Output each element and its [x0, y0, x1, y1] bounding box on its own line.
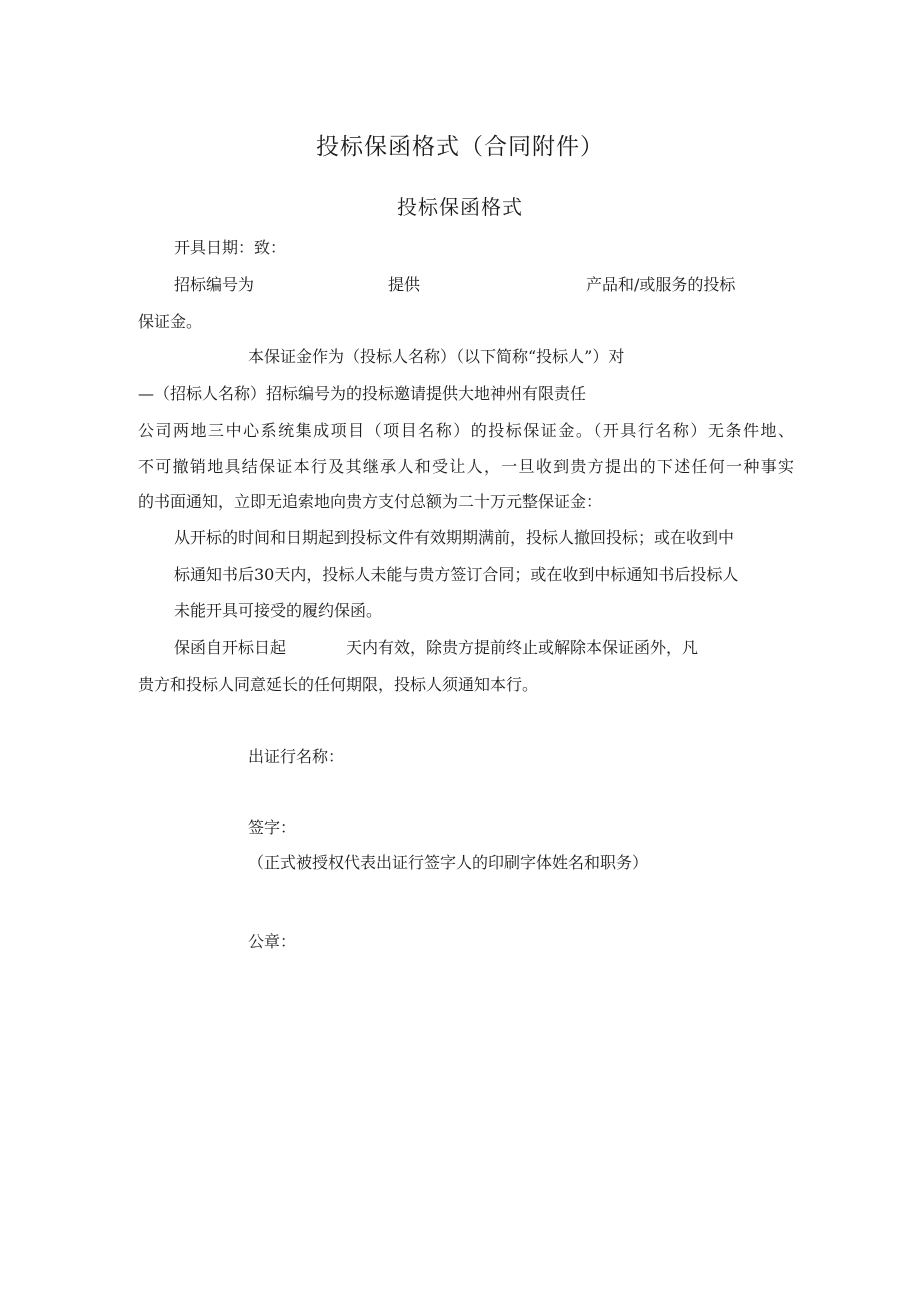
signature-note: （正式被授权代表出证行签字人的印刷字体姓名和职务）	[248, 853, 649, 872]
bank-name-label: 出证行名称：	[248, 747, 345, 766]
tender-number-label: 招标编号为	[174, 275, 255, 294]
body-line-1: 本保证金作为（投标人名称）（以下简称“投标人”）对	[248, 347, 625, 366]
body-line-2: —（招标人名称）招标编号为的投标邀请提供大地神州有限责任	[138, 384, 587, 403]
document-title: 投标保函格式（合同附件）	[316, 134, 604, 160]
signature-label: 签字：	[248, 818, 297, 837]
date-line: 开具日期：致：	[174, 238, 287, 257]
condition-line-3: 未能开具可接受的履约保函。	[174, 601, 383, 620]
body-line-4: 不可撤销地具结保证本行及其继承人和受让人，一旦收到贵方提出的下述任何一种事实	[138, 457, 794, 476]
condition-line-1: 从开标的时间和日期起到投标文件有效期期满前，投标人撤回投标；或在收到中	[174, 528, 735, 547]
body-line-5: 的书面通知，立即无追索地向贵方支付总额为二十万元整保证金：	[138, 492, 603, 511]
validity-line-2: 贵方和投标人同意延长的任何期限，投标人须通知本行。	[138, 675, 539, 694]
validity-clause: 天内有效，除贵方提前终止或解除本保证函外，凡	[346, 638, 699, 657]
body-line-3: 公司两地三中心系统集成项目（项目名称）的投标保证金。（开具行名称）无条件地、	[138, 421, 794, 440]
guarantee-deposit-label: 保证金。	[138, 312, 203, 331]
provide-label: 提供	[388, 275, 421, 294]
document-subtitle: 投标保函格式	[397, 195, 523, 219]
seal-label: 公章：	[248, 932, 297, 951]
validity-label: 保函自开标日起	[174, 638, 287, 657]
products-services-label: 产品和/或服务的投标	[586, 275, 736, 294]
condition-line-2: 标通知书后30天内，投标人未能与贵方签订合同；或在收到中标通知书后投标人	[174, 565, 739, 584]
